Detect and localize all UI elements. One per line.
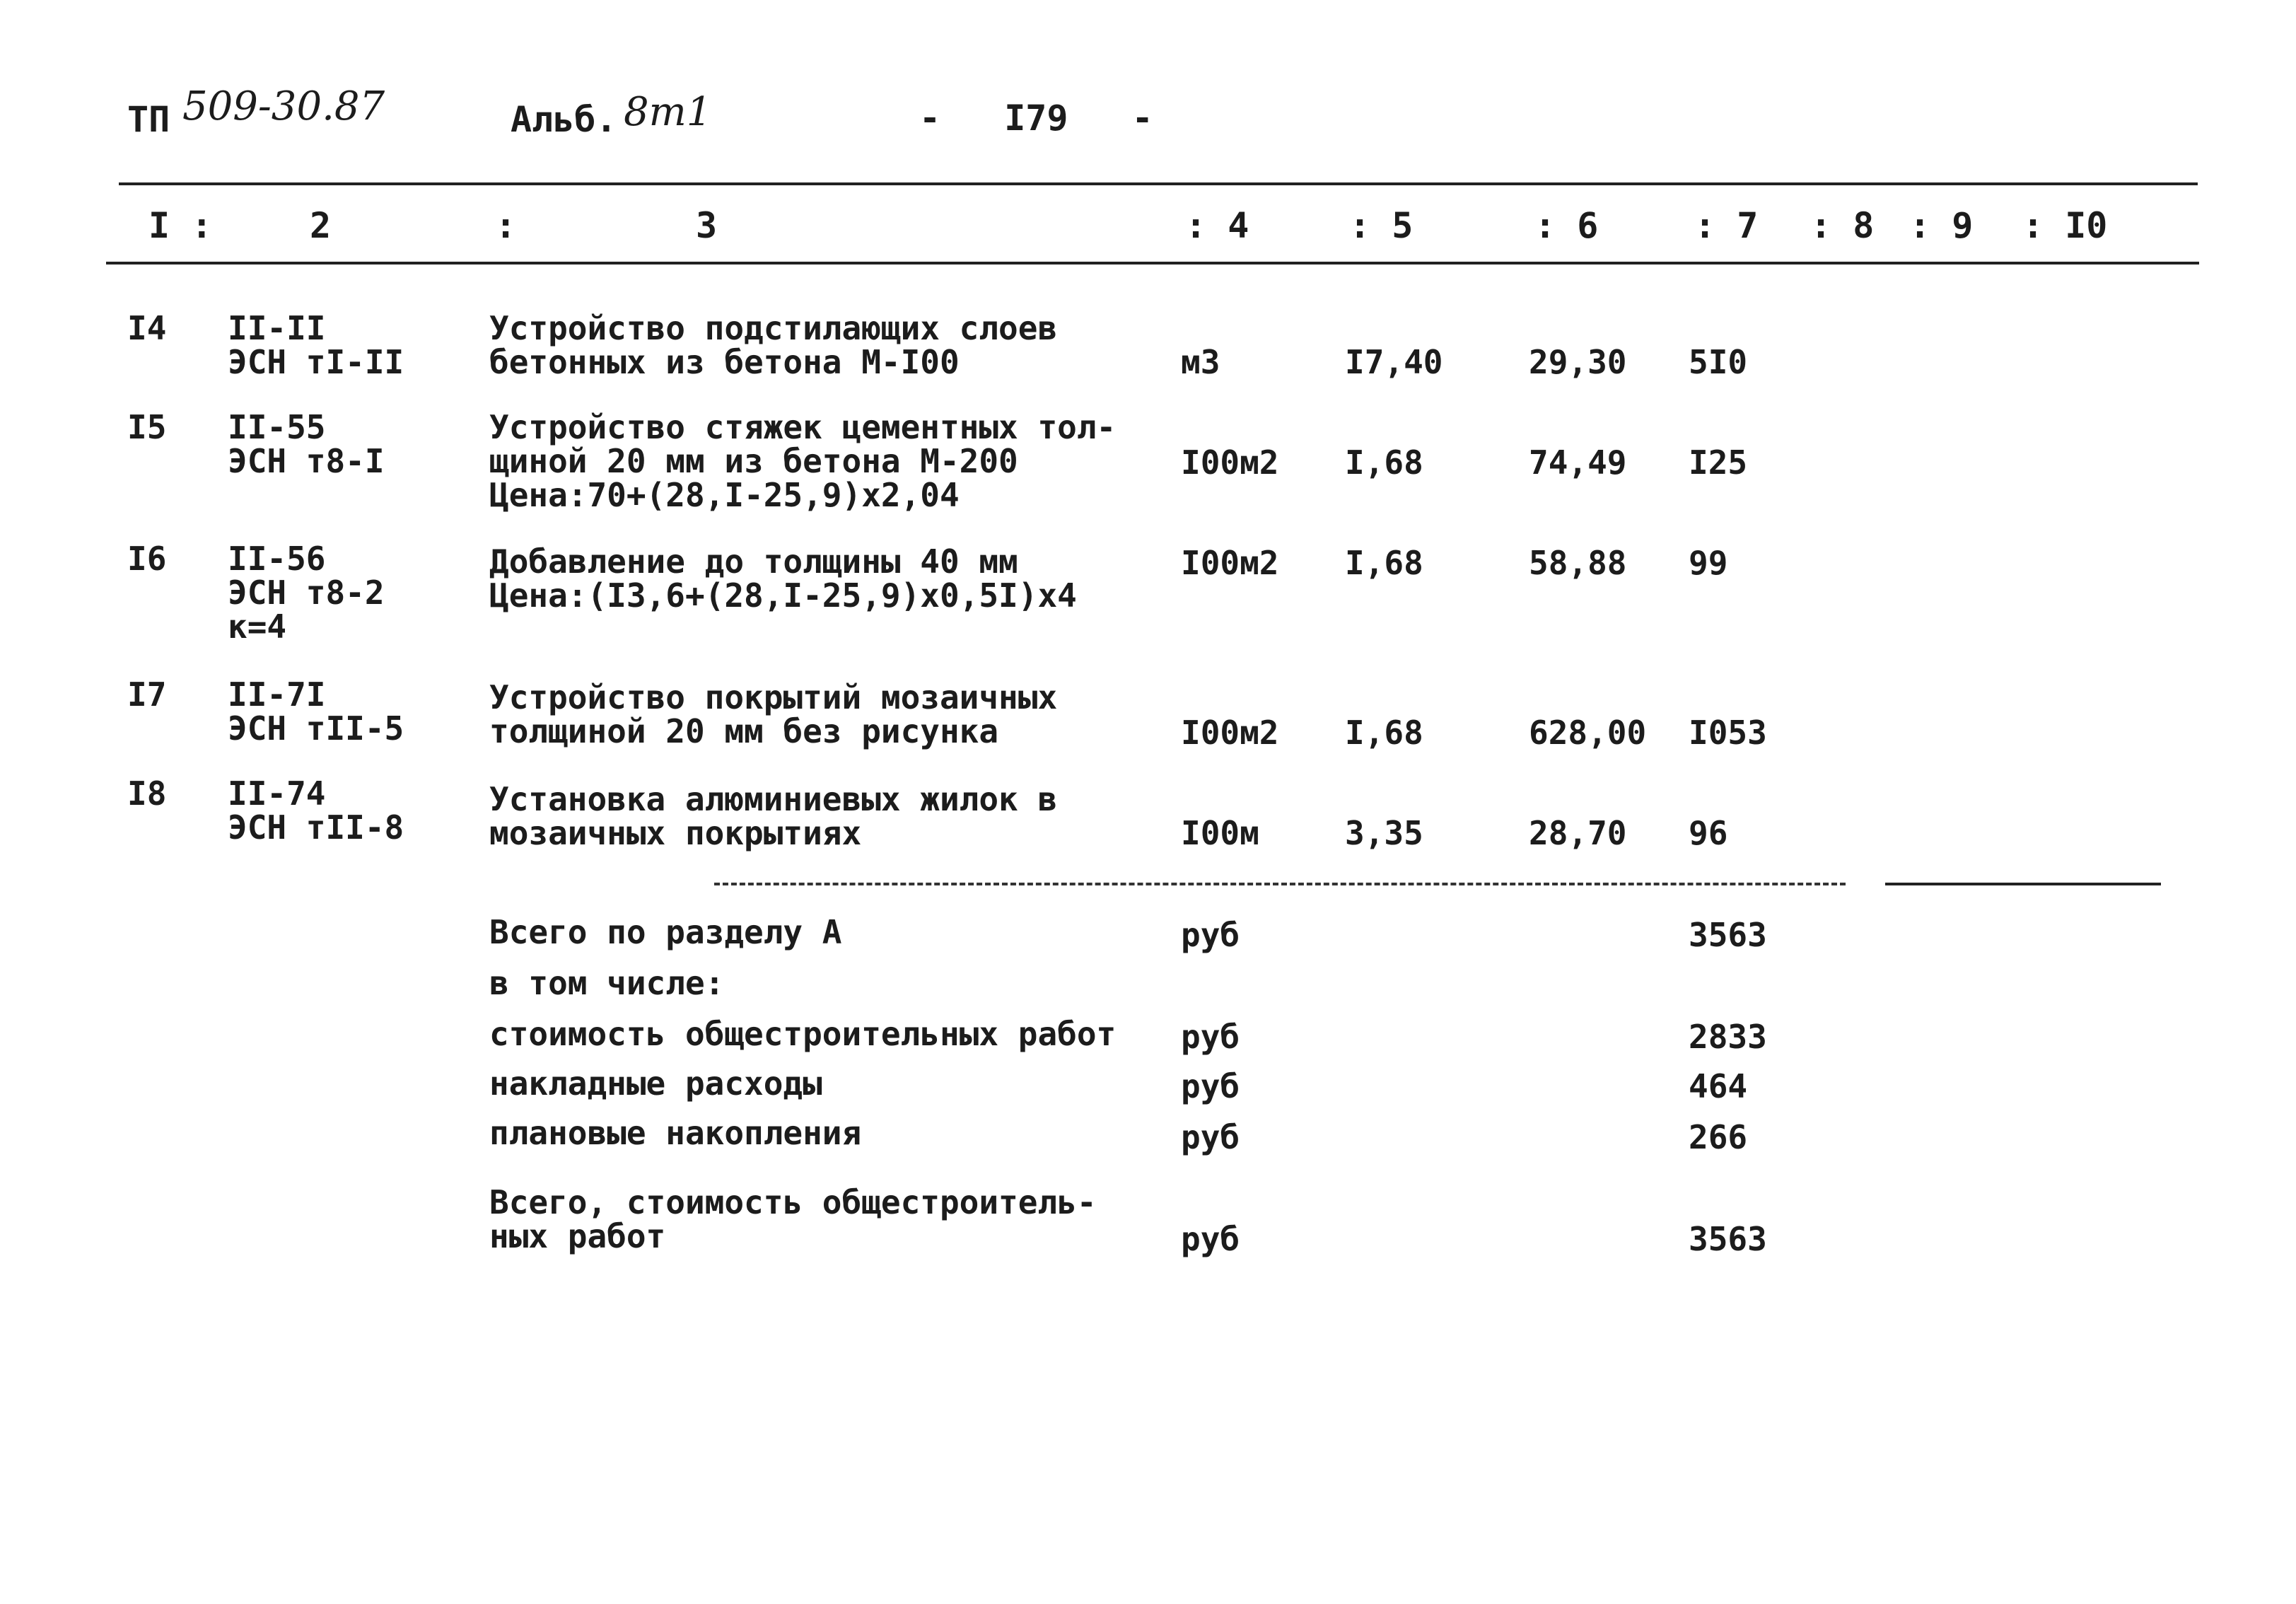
row-price: 74,49 <box>1529 443 1627 482</box>
row-code: II-7I ЭСН тII-5 <box>228 675 404 748</box>
row-total: I25 <box>1689 443 1748 482</box>
series-prefix: ТП <box>127 99 170 140</box>
col-header-8: : 8 <box>1810 205 1875 246</box>
row-quantity: I7,40 <box>1345 343 1443 381</box>
summary-value: 3563 <box>1689 1220 1767 1258</box>
col-header-7: : 7 <box>1694 205 1759 246</box>
col-header-1: I : <box>148 205 213 246</box>
col-header-2: 2 <box>310 205 332 246</box>
album-number: 8т1 <box>624 89 712 135</box>
summary-unit: руб <box>1181 1018 1240 1056</box>
col-header-9: : 9 <box>1909 205 1974 246</box>
row-quantity: I,68 <box>1345 714 1423 752</box>
row-description: Устройство покрытий мозаичных толщиной 20 мм без рисунка <box>489 678 1058 750</box>
row-code: II-II ЭСН тI-II <box>228 309 404 381</box>
row-price: 628,00 <box>1529 714 1647 752</box>
col-header-5: : 5 <box>1349 205 1414 246</box>
summary-label: Всего по разделу А <box>489 913 842 951</box>
row-total: 96 <box>1689 814 1728 852</box>
row-number: I4 <box>127 309 167 347</box>
col-header-6: : 6 <box>1534 205 1599 246</box>
col-header-3: 3 <box>696 205 718 246</box>
summary-label: Всего, стоимость общестроитель- ных работ <box>489 1183 1097 1255</box>
row-price: 58,88 <box>1529 544 1627 582</box>
row-number: I7 <box>127 675 167 714</box>
col-header-sep: : <box>495 205 517 246</box>
row-price: 29,30 <box>1529 343 1627 381</box>
summary-unit: руб <box>1181 916 1240 954</box>
row-description: Установка алюминиевых жилок в мозаичных покрытиях <box>489 780 1058 852</box>
summary-value: 266 <box>1689 1118 1748 1156</box>
summary-value: 2833 <box>1689 1018 1767 1056</box>
row-code: II-56 ЭСН т8-2 к=4 <box>228 540 385 646</box>
summary-value: 3563 <box>1689 916 1767 954</box>
row-total: 99 <box>1689 544 1728 582</box>
series-number: 509-30.87 <box>182 83 385 129</box>
row-quantity: I,68 <box>1345 544 1423 582</box>
row-number: I8 <box>127 774 167 813</box>
album-label: Альб. <box>511 99 617 140</box>
row-unit: I00м <box>1181 814 1259 852</box>
summary-unit: руб <box>1181 1118 1240 1156</box>
row-unit: I00м2 <box>1181 544 1279 582</box>
row-unit: I00м2 <box>1181 443 1279 482</box>
header-bottom-rule <box>106 262 2199 265</box>
col-header-10: : I0 <box>2022 205 2108 246</box>
totals-separator-right <box>1885 883 2161 885</box>
row-description: Устройство подстилающих слоев бетонных из бетона М-I00 <box>489 309 1058 381</box>
page-number: - I79 - <box>919 98 1153 139</box>
summary-label: в том числе: <box>489 964 725 1002</box>
row-number: I5 <box>127 408 167 446</box>
row-code: II-74 ЭСН тII-8 <box>228 774 404 847</box>
summary-label: стоимость общестроительных работ <box>489 1015 1117 1053</box>
row-total: I053 <box>1689 714 1767 752</box>
row-number: I6 <box>127 540 167 578</box>
row-code: II-55 ЭСН т8-I <box>228 408 385 480</box>
row-unit: м3 <box>1181 343 1220 381</box>
row-description: Добавление до толщины 40 мм Цена:(I3,6+(28,I-25,9)х0,5I)х4 <box>489 542 1077 615</box>
header-top-rule <box>119 182 2198 185</box>
row-unit: I00м2 <box>1181 714 1279 752</box>
summary-value: 464 <box>1689 1067 1748 1105</box>
row-price: 28,70 <box>1529 814 1627 852</box>
row-quantity: I,68 <box>1345 443 1423 482</box>
summary-unit: руб <box>1181 1067 1240 1105</box>
col-header-4: : 4 <box>1185 205 1249 246</box>
summary-unit: руб <box>1181 1220 1240 1258</box>
summary-label: плановые накопления <box>489 1114 862 1152</box>
row-quantity: 3,35 <box>1345 814 1423 852</box>
totals-separator <box>714 883 1846 885</box>
row-total: 5I0 <box>1689 343 1748 381</box>
summary-label: накладные расходы <box>489 1064 822 1103</box>
row-description: Устройство стяжек цементных тол- щиной 20 мм из бетона М-200 Цена:70+(28,I-25,9)х2,04 <box>489 408 1117 514</box>
